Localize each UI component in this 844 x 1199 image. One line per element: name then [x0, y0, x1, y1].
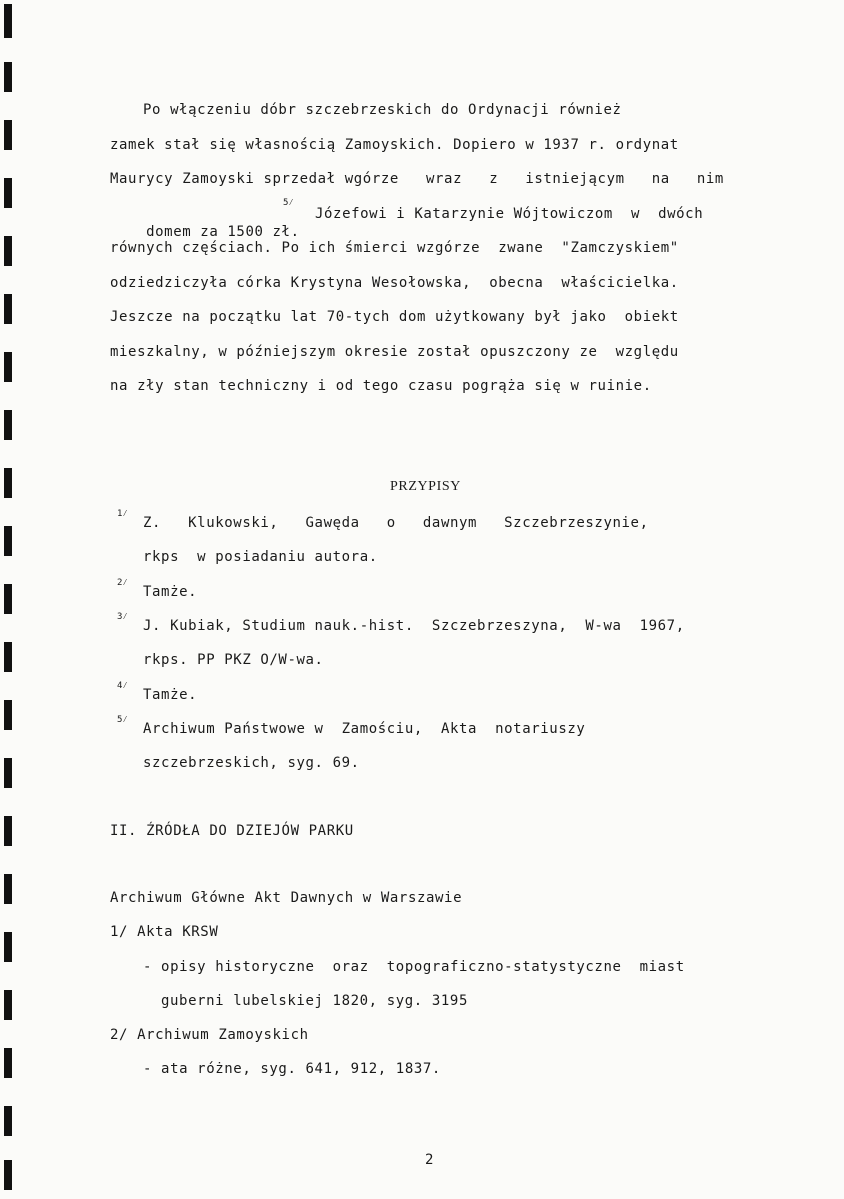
body-line: Jeszcze na początku lat 70-tych dom użytkowany był jako obiekt [110, 309, 679, 325]
binding-mark [4, 932, 12, 962]
body-line: Maurycy Zamoyski sprzedał wgórze wraz z istniejącym na nim [110, 171, 724, 187]
source-item-label: 1/ Akta KRSW [110, 924, 219, 940]
binding-mark [4, 700, 12, 730]
binding-mark [4, 62, 12, 92]
source-item-text: - ata różne, syg. 641, 912, 1837. [143, 1061, 441, 1077]
footnote-marker: 4⁄ [117, 681, 128, 691]
binding-mark [4, 758, 12, 788]
binding-mark [4, 178, 12, 208]
binding-mark [4, 642, 12, 672]
footnote-marker: 2⁄ [117, 578, 128, 588]
footnote-text: rkps. PP PKZ O/W-wa. [143, 652, 324, 668]
footnote-text: rkps w posiadaniu autora. [143, 549, 378, 565]
footnote-marker: 5⁄ [117, 715, 128, 725]
body-line [143, 101, 751, 119]
binding-mark [4, 410, 12, 440]
body-line: na zły stan techniczny i od tego czasu pogrąża się w ruinie. [110, 378, 652, 394]
section-heading: II. ŹRÓDŁA DO DZIEJÓW PARKU [110, 823, 354, 839]
binding-mark [4, 990, 12, 1020]
binding-mark [4, 352, 12, 382]
binding-mark [4, 1048, 12, 1078]
source-item-text: guberni lubelskiej 1820, syg. 3195 [161, 993, 468, 1009]
body-text: domem za 1500 zł. [146, 224, 300, 240]
binding-mark [4, 468, 12, 498]
binding-mark [4, 1106, 12, 1136]
footnote-text: Tamże. [143, 687, 198, 703]
binding-mark [4, 874, 12, 904]
archive-title: Archiwum Główne Akt Dawnych w Warszawie [110, 890, 463, 906]
body-line: zamek stał się własnością Zamoyskich. Dopiero w 1937 r. ordynat [110, 137, 679, 153]
body-line: odziedziczyła córka Krystyna Wesołowska, obecna właścicielka. [110, 275, 679, 291]
binding-mark [4, 294, 12, 324]
source-item-label: 2/ Archiwum Zamoyskich [110, 1027, 309, 1043]
binding-mark [4, 1160, 12, 1190]
body-line: równych częściach. Po ich śmierci wzgórze zwane "Zamczyskiem" [110, 240, 679, 256]
binding-mark [4, 816, 12, 846]
binding-mark [4, 584, 12, 614]
footnote-text: szczebrzeskich, syg. 69. [143, 755, 360, 771]
binding-mark [4, 120, 12, 150]
binding-mark [4, 4, 12, 38]
body-text: Po włączeniu dóbr szczebrzeskich do Ordynacji również [143, 102, 622, 118]
footnotes-heading: PRZYPISY [390, 479, 461, 494]
binding-mark [4, 526, 12, 556]
footnote-ref-5: 5⁄ [283, 198, 294, 208]
body-line: Józefowi i Katarzynie Wójtowiczom w dwóch [315, 206, 704, 222]
page-number: 2 [425, 1152, 434, 1168]
source-item-text: - opisy historyczne oraz topograficzno-statystyczne miast [143, 959, 685, 975]
footnote-text: Archiwum Państwowe w Zamościu, Akta notariuszy [143, 721, 586, 737]
footnote-text: Z. Klukowski, Gawęda o dawnym Szczebrzeszynie, [143, 515, 649, 531]
body-line: mieszkalny, w późniejszym okresie został opuszczony ze względu [110, 344, 679, 360]
footnote-text: Tamże. [143, 584, 198, 600]
footnote-text: J. Kubiak, Studium nauk.-hist. Szczebrzeszyna, W-wa 1967, [143, 618, 685, 634]
footnote-marker: 3⁄ [117, 612, 128, 622]
binding-mark [4, 236, 12, 266]
footnote-marker: 1⁄ [117, 509, 128, 519]
